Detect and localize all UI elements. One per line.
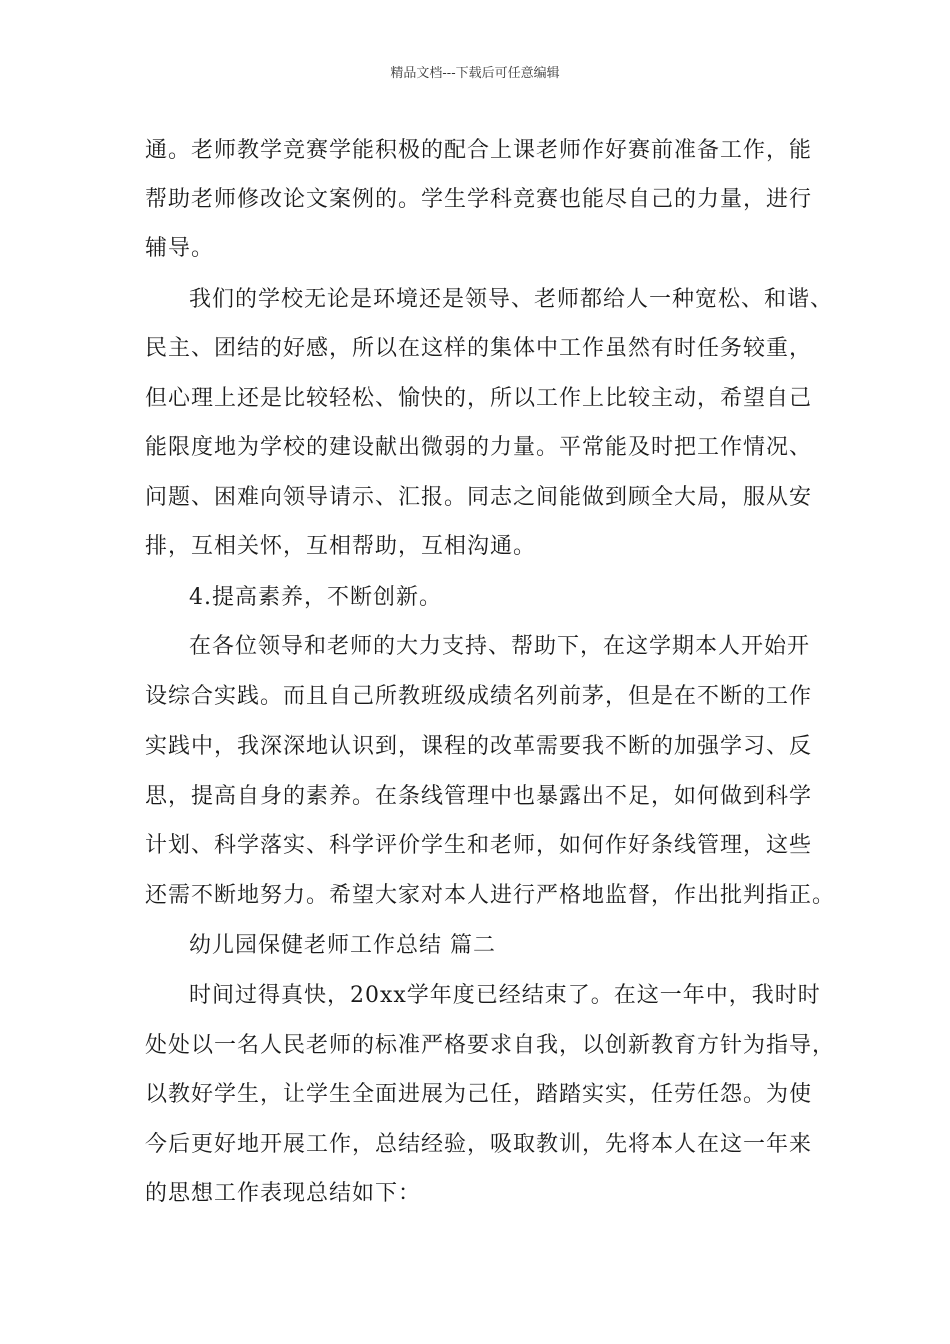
text-line: 计划、科学落实、科学评价学生和老师，如何作好条线管理，这些 <box>145 833 813 858</box>
text-line: 今后更好地开展工作，总结经验，吸取教训，先将本人在这一年来 <box>145 1132 813 1157</box>
text-line: 帮助老师修改论文案例的。学生学科竞赛也能尽自己的力量，进行 <box>145 187 813 212</box>
text-line: 通。老师教学竞赛学能积极的配合上课老师作好赛前准备工作，能 <box>145 138 813 163</box>
text-line: 能限度地为学校的建设献出微弱的力量。平常能及时把工作情况、 <box>145 435 813 460</box>
text-line: 设综合实践。而且自己所教班级成绩名列前茅，但是在不断的工作 <box>145 684 813 709</box>
text-line: 我们的学校无论是环境还是领导、老师都给人一种宽松、和谐、 <box>189 287 834 312</box>
text-line: 但心理上还是比较轻松、愉快的，所以工作上比较主动，希望自己 <box>145 386 813 411</box>
text-line: 的思想工作表现总结如下： <box>145 1181 422 1206</box>
text-line: 辅导。 <box>145 236 215 261</box>
text-line: 处处以一名人民老师的标准严格要求自我，以创新教育方针为指导， <box>145 1033 836 1058</box>
text-line: 排，互相关怀，互相帮助，互相沟通。 <box>145 534 537 559</box>
text-line: 问题、困难向领导请示、汇报。同志之间能做到顾全大局，服从安 <box>145 485 813 510</box>
text-line: 实践中，我深深地认识到，课程的改革需要我不断的加强学习、反 <box>145 734 813 759</box>
section-heading: 4.提高素养，不断创新。 <box>189 585 442 610</box>
page-header: 精品文档---下载后可任意编辑 <box>390 66 560 81</box>
text-line: 在各位领导和老师的大力支持、帮助下，在这学期本人开始开 <box>189 634 811 659</box>
text-line: 时间过得真快，20xx学年度已经结束了。在这一年中，我时时 <box>189 983 821 1008</box>
text-line: 还需不断地努力。希望大家对本人进行严格地监督，作出批判指正。 <box>145 883 836 908</box>
article-title: 幼儿园保健老师工作总结 篇二 <box>189 933 496 958</box>
text-line: 以教好学生，让学生全面进展为己任，踏踏实实，任劳任怨。为使 <box>145 1082 813 1107</box>
text-line: 思，提高自身的素养。在条线管理中也暴露出不足，如何做到科学 <box>145 784 813 809</box>
text-line: 民主、团结的好感，所以在这样的集体中工作虽然有时任务较重， <box>145 336 813 361</box>
